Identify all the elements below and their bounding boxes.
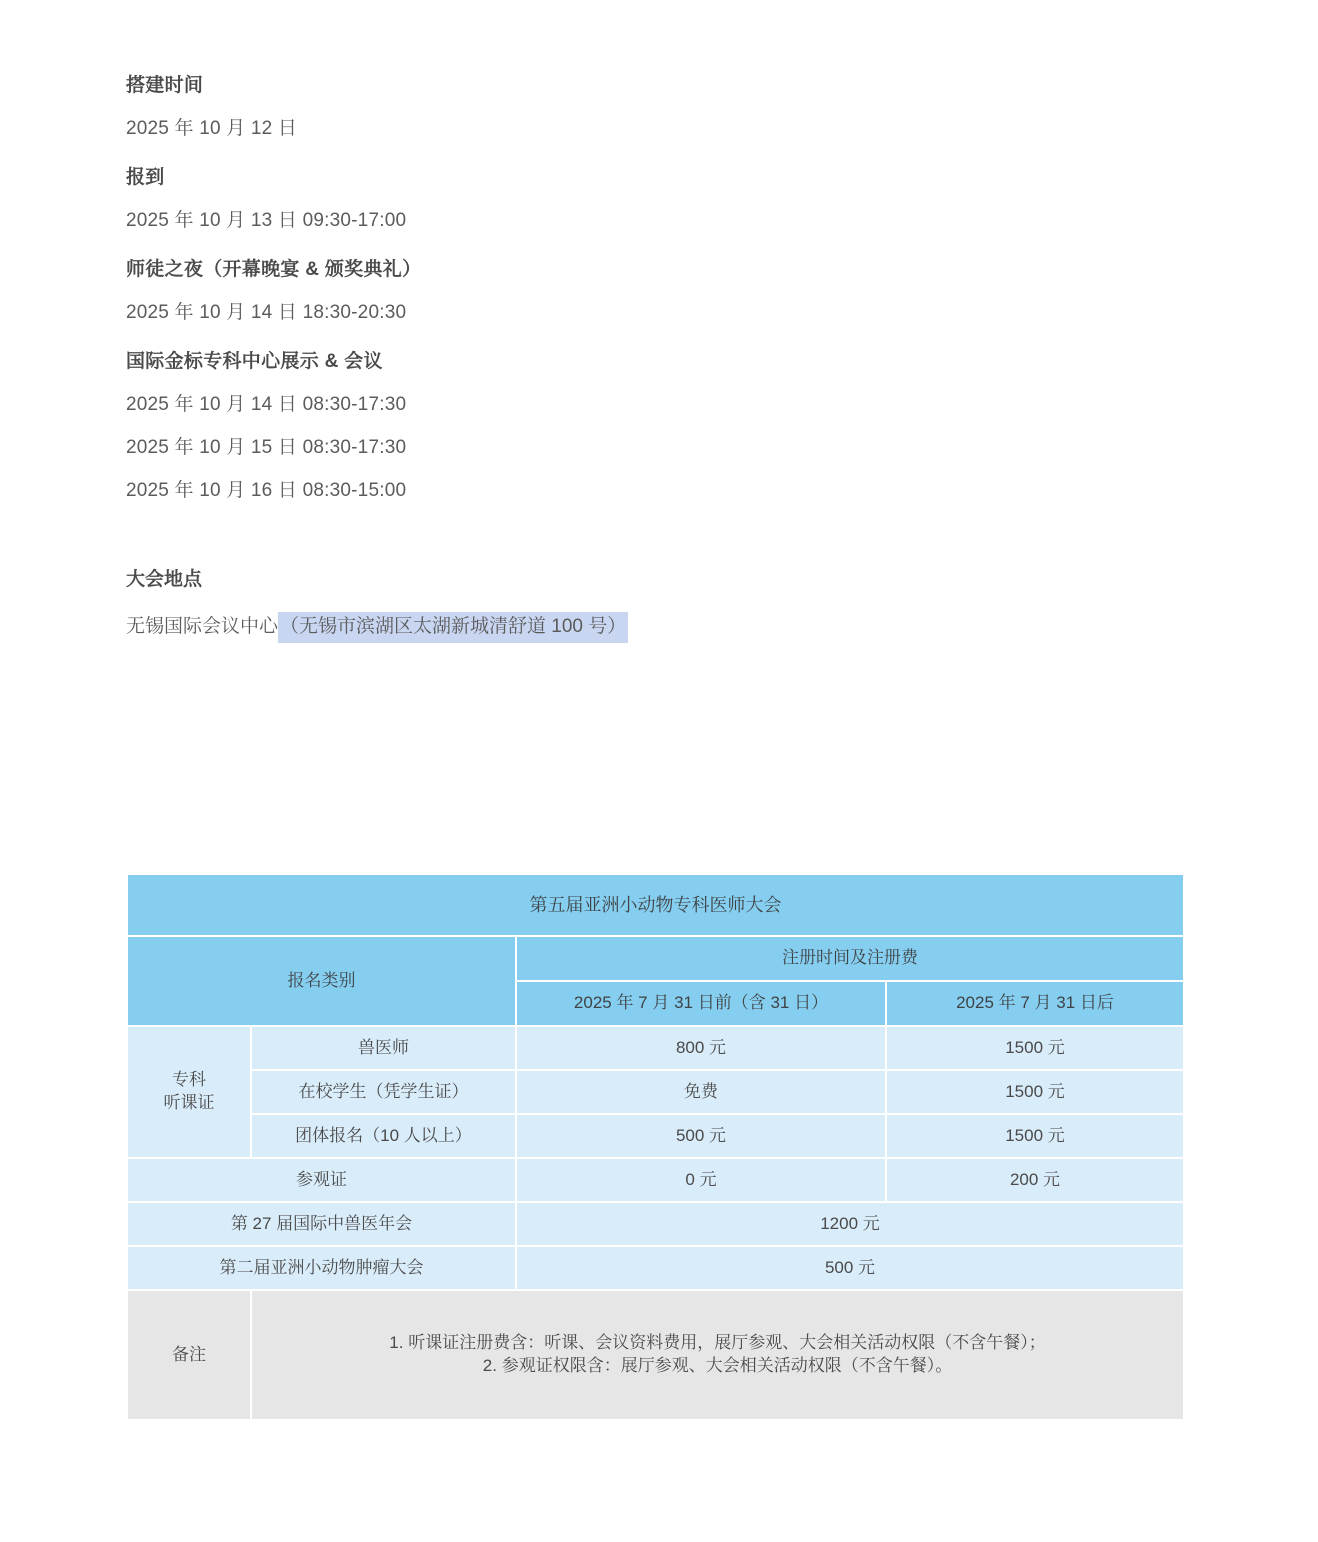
table-row-tcvm-congress [127, 1202, 1184, 1246]
table-row-oncology-congress [127, 1246, 1184, 1290]
group-label-specialist-pass [127, 1026, 251, 1158]
schedule-line-exhibition-1: 2025 年 10 月 15 日 08:30-17:30 [126, 437, 407, 458]
cell-category: 兽医师 [251, 1026, 516, 1070]
schedule-section [126, 76, 1186, 636]
cell-late-fee: 1500 元 [886, 1070, 1184, 1114]
table-row [127, 1070, 1184, 1114]
cell-category: 参观证 [127, 1158, 516, 1202]
cell-late-fee: 1500 元 [886, 1026, 1184, 1070]
cell-early-fee: 免费 [516, 1070, 886, 1114]
schedule-heading-exhibition: 国际金标专科中心展示 & 会议 [126, 351, 383, 372]
cell-fee: 1200 元 [516, 1202, 1184, 1246]
table-title-cell: 第五届亚洲小动物专科医师大会 [127, 874, 1184, 936]
cell-late-fee: 200 元 [886, 1158, 1184, 1202]
venue-address-selection: （无锡市滨湖区太湖新城清舒道 100 号） [278, 612, 628, 643]
schedule-heading-setup: 搭建时间 [126, 75, 204, 96]
header-fee-group: 注册时间及注册费 [516, 936, 1184, 981]
schedule-line-exhibition-0: 2025 年 10 月 14 日 08:30-17:30 [126, 394, 407, 415]
cell-early-fee: 500 元 [516, 1114, 886, 1158]
schedule-line-checkin-0: 2025 年 10 月 13 日 09:30-17:00 [126, 210, 407, 231]
remarks-line-2: 2. 参观证权限含：展厅参观、大会相关活动权限（不含午餐）。 [482, 1356, 953, 1375]
header-early-fee: 2025 年 7 月 31 日前（含 31 日） [516, 981, 886, 1026]
venue-section [126, 570, 1186, 636]
table-row-remarks [127, 1290, 1184, 1420]
schedule-line-setup-0: 2025 年 10 月 12 日 [126, 118, 298, 139]
cell-late-fee: 1500 元 [886, 1114, 1184, 1158]
table-row-visitor-pass [127, 1158, 1184, 1202]
venue-address-line [126, 617, 1186, 636]
schedule-heading-checkin: 报到 [126, 167, 165, 188]
remarks-line-1: 1. 听课证注册费含：听课、会议资料费用，展厅参观、大会相关活动权限（不含午餐）； [389, 1333, 1046, 1353]
cell-category: 在校学生（凭学生证） [251, 1070, 516, 1114]
schedule-line-exhibition-2: 2025 年 10 月 16 日 08:30-15:00 [126, 480, 407, 501]
venue-heading: 大会地点 [126, 569, 203, 590]
remarks-label: 备注 [127, 1290, 251, 1420]
schedule-heading-mentor-night: 师徒之夜（开幕晚宴 & 颁奖典礼） [126, 259, 422, 280]
table-row [127, 1026, 1184, 1070]
venue-name: 无锡国际会议中心 [126, 616, 279, 637]
group-label-line-1: 专科 [172, 1070, 206, 1090]
table-row-header-1 [127, 936, 1184, 981]
cell-category: 第二届亚洲小动物肿瘤大会 [127, 1246, 516, 1290]
header-category: 报名类别 [127, 936, 516, 1026]
cell-early-fee: 0 元 [516, 1158, 886, 1202]
registration-fee-table [126, 873, 1185, 1421]
table-row-title [127, 874, 1184, 936]
group-label-line-2: 听课证 [163, 1093, 215, 1112]
table-row [127, 1114, 1184, 1158]
cell-category: 团体报名（10 人以上） [251, 1114, 516, 1158]
schedule-line-mentor-night-0: 2025 年 10 月 14 日 18:30-20:30 [126, 302, 407, 323]
cell-category: 第 27 届国际中兽医年会 [127, 1202, 516, 1246]
cell-fee: 500 元 [516, 1246, 1184, 1290]
header-late-fee: 2025 年 7 月 31 日后 [886, 981, 1184, 1026]
cell-early-fee: 800 元 [516, 1026, 886, 1070]
remarks-content [251, 1290, 1184, 1420]
